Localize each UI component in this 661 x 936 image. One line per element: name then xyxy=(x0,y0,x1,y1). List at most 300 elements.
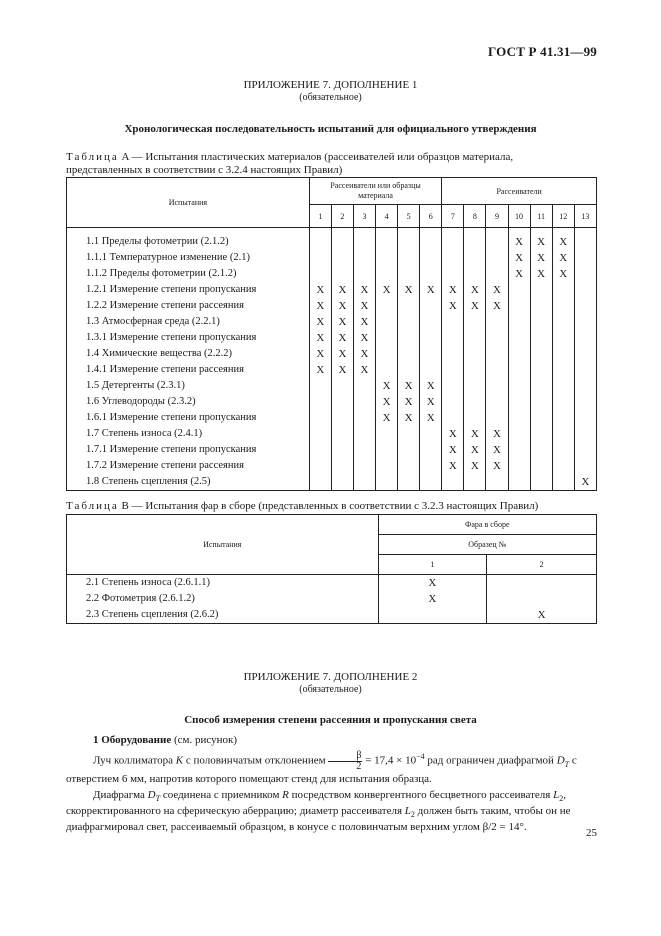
test-mark: X xyxy=(376,282,398,298)
test-mark xyxy=(574,330,596,346)
test-mark xyxy=(508,474,530,491)
test-mark xyxy=(530,458,552,474)
p2-line2-symbol-l: L xyxy=(404,805,411,818)
test-mark xyxy=(376,474,398,491)
test-mark xyxy=(574,378,596,394)
test-mark xyxy=(376,298,398,314)
test-label: 1.2.2 Измерение степени рассеяния xyxy=(67,298,310,314)
test-mark: X xyxy=(552,266,574,282)
table-row xyxy=(67,250,597,266)
tableA-col-number: 11 xyxy=(530,205,552,228)
tableA-col-number: 1 xyxy=(309,205,331,228)
test-mark xyxy=(486,266,508,282)
test-mark xyxy=(530,442,552,458)
test-mark xyxy=(508,298,530,314)
test-mark xyxy=(530,330,552,346)
test-label: 1.1 Пределы фотометрии (2.1.2) xyxy=(67,234,310,250)
test-mark xyxy=(464,394,486,410)
test-mark xyxy=(486,330,508,346)
p1-text-b: с половинчатым отклонением xyxy=(185,754,326,767)
test-mark xyxy=(508,330,530,346)
p2-line3: диафрагмировал свет, рассеиваемый образцом, в конусе с половинчатым верхним углом β/2 = 14°. xyxy=(66,821,527,834)
test-mark: X xyxy=(464,282,486,298)
test-mark: X xyxy=(442,298,464,314)
p1-symbol-d-sub: T xyxy=(564,759,570,769)
test-mark xyxy=(530,298,552,314)
test-mark: X xyxy=(378,575,487,592)
test-mark: X xyxy=(331,298,353,314)
tableA-col-number: 7 xyxy=(442,205,464,228)
tableB-caption-text: B — Испытания фар в сборе (представленных в соответствии с 3.2.3 настоящих Правил) xyxy=(121,500,539,512)
test-mark: X xyxy=(398,410,420,426)
test-mark xyxy=(464,346,486,362)
test-mark: X xyxy=(486,426,508,442)
test-mark xyxy=(331,458,353,474)
test-mark xyxy=(552,426,574,442)
test-mark xyxy=(464,410,486,426)
test-mark xyxy=(574,442,596,458)
test-mark xyxy=(309,474,331,491)
appendix2-note: (обязательное) xyxy=(299,684,362,695)
test-mark xyxy=(464,378,486,394)
test-mark xyxy=(420,298,442,314)
tableA-col-number: 6 xyxy=(420,205,442,228)
test-mark xyxy=(486,346,508,362)
tableA-caption-line2: представленных в соответствии с 3.2.4 настоящих Правил) xyxy=(66,164,343,176)
test-mark xyxy=(486,362,508,378)
test-mark xyxy=(486,378,508,394)
test-mark xyxy=(530,378,552,394)
section-heading xyxy=(93,734,237,746)
table-row xyxy=(67,607,597,624)
test-mark xyxy=(353,426,375,442)
table-b xyxy=(66,514,597,624)
test-mark xyxy=(552,458,574,474)
test-mark xyxy=(574,314,596,330)
test-mark xyxy=(464,474,486,491)
test-mark xyxy=(442,234,464,250)
p2-line2-symbol-l-sub: 2 xyxy=(410,810,415,820)
test-mark: X xyxy=(552,234,574,250)
test-label: 1.2.1 Измерение степени пропускания xyxy=(67,282,310,298)
test-mark xyxy=(309,442,331,458)
test-mark: X xyxy=(420,282,442,298)
test-mark xyxy=(487,591,597,607)
test-mark: X xyxy=(530,250,552,266)
test-mark xyxy=(376,314,398,330)
test-label: 1.1.1 Температурное изменение (2.1) xyxy=(67,250,310,266)
test-mark xyxy=(574,426,596,442)
test-mark: X xyxy=(378,591,487,607)
table-row xyxy=(67,575,597,592)
p2-text-b: соединена с приемником xyxy=(162,789,280,801)
test-mark xyxy=(508,378,530,394)
test-mark xyxy=(420,330,442,346)
test-mark xyxy=(420,474,442,491)
test-mark xyxy=(508,346,530,362)
test-mark xyxy=(442,314,464,330)
test-mark: X xyxy=(508,234,530,250)
test-label: 1.7 Степень износа (2.4.1) xyxy=(67,426,310,442)
page-number: 25 xyxy=(586,827,597,839)
test-mark xyxy=(376,362,398,378)
test-mark: X xyxy=(464,426,486,442)
test-label: 1.3 Атмосферная среда (2.2.1) xyxy=(67,314,310,330)
test-mark xyxy=(552,442,574,458)
test-mark: X xyxy=(353,346,375,362)
test-mark xyxy=(442,474,464,491)
test-mark xyxy=(574,250,596,266)
test-label: 1.8 Степень сцепления (2.5) xyxy=(67,474,310,491)
test-mark: X xyxy=(331,314,353,330)
test-mark xyxy=(376,266,398,282)
test-mark xyxy=(420,442,442,458)
test-mark: X xyxy=(331,330,353,346)
test-mark: X xyxy=(309,330,331,346)
test-mark xyxy=(398,266,420,282)
tableA-col-number: 13 xyxy=(574,205,596,228)
section-note: (см. рисунок) xyxy=(173,734,238,746)
test-mark xyxy=(508,410,530,426)
p1-text-e: с xyxy=(571,754,577,767)
test-mark xyxy=(530,314,552,330)
test-mark xyxy=(376,442,398,458)
fraction-denominator: 2 xyxy=(356,760,362,772)
p2-text-a: Диафрагма xyxy=(93,789,145,801)
test-mark xyxy=(552,314,574,330)
test-mark xyxy=(376,234,398,250)
test-mark xyxy=(464,362,486,378)
test-mark xyxy=(331,442,353,458)
test-mark xyxy=(486,250,508,266)
tableA-col-number: 4 xyxy=(376,205,398,228)
test-mark xyxy=(376,330,398,346)
test-mark: X xyxy=(353,362,375,378)
table-row xyxy=(67,266,597,282)
test-label: 2.1 Степень износа (2.6.1.1) xyxy=(67,575,379,592)
test-mark: X xyxy=(486,298,508,314)
test-mark xyxy=(420,458,442,474)
test-mark xyxy=(378,607,487,624)
appendix2-heading: Способ измерения степени рассеяния и пропускания света xyxy=(184,714,477,726)
test-mark xyxy=(309,266,331,282)
test-mark: X xyxy=(530,234,552,250)
p2-text-c: посредством конвергентного бесцветного рассеивателя xyxy=(291,789,551,801)
test-mark xyxy=(574,346,596,362)
test-mark: X xyxy=(353,298,375,314)
test-mark xyxy=(530,394,552,410)
table-row xyxy=(67,410,597,426)
test-mark xyxy=(353,394,375,410)
tableA-col-number: 5 xyxy=(398,205,420,228)
test-mark xyxy=(309,234,331,250)
table-row xyxy=(67,346,597,362)
test-mark xyxy=(508,282,530,298)
test-label: 1.7.1 Измерение степени пропускания xyxy=(67,442,310,458)
test-mark: X xyxy=(309,346,331,362)
test-mark xyxy=(353,442,375,458)
test-mark xyxy=(442,346,464,362)
test-mark: X xyxy=(398,394,420,410)
test-mark xyxy=(487,575,597,592)
p1-symbol-d: D xyxy=(556,754,565,767)
p2-symbol-l-sub: 2 xyxy=(559,794,564,804)
tableA-col-number: 3 xyxy=(353,205,375,228)
test-mark xyxy=(508,426,530,442)
table-row xyxy=(67,314,597,330)
test-mark xyxy=(530,426,552,442)
test-mark xyxy=(552,474,574,491)
test-mark xyxy=(442,330,464,346)
appendix1-heading: Хронологическая последовательность испытаний для официального утверждения xyxy=(124,123,537,135)
test-mark: X xyxy=(464,298,486,314)
test-mark xyxy=(398,298,420,314)
tableA-group1-header: Рассеиватели или образцы материала xyxy=(309,178,441,205)
test-mark: X xyxy=(331,362,353,378)
test-mark xyxy=(530,362,552,378)
p1-text-c: = 17,4 × 10 xyxy=(365,754,417,767)
test-mark xyxy=(442,250,464,266)
test-mark xyxy=(398,474,420,491)
test-mark xyxy=(376,426,398,442)
p2-line2-b: должен быть таким, чтобы он не xyxy=(417,805,571,818)
test-mark xyxy=(420,314,442,330)
test-mark xyxy=(442,266,464,282)
test-mark xyxy=(574,234,596,250)
test-mark xyxy=(442,378,464,394)
test-mark xyxy=(464,250,486,266)
test-mark xyxy=(442,362,464,378)
p1-text-a: Луч коллиматора xyxy=(93,754,174,767)
test-mark xyxy=(508,442,530,458)
paragraph-2: Диафрагма $D_T$ соединена с приемником R посредством конвергентного бесцветного рассеивателя $L_2$, скорректированного на сферическую аберрацию; диаметр рассеивателя $L_2$ должен быть таким, чтобы он не диафрагмировал свет, рассеиваемый образцом, в конусе с половинчатым верхним углом β/2 = 14°. xyxy=(66,789,597,834)
test-mark xyxy=(574,410,596,426)
test-mark xyxy=(398,330,420,346)
test-mark xyxy=(398,362,420,378)
test-mark xyxy=(574,266,596,282)
p1-text-d: рад ограничен диафрагмой xyxy=(427,754,554,767)
test-mark xyxy=(309,250,331,266)
table-row xyxy=(67,234,597,250)
test-mark xyxy=(530,474,552,491)
test-mark: X xyxy=(442,426,464,442)
test-mark xyxy=(353,474,375,491)
test-label: 1.6 Углеводороды (2.3.2) xyxy=(67,394,310,410)
tableB-caption-label: Таблица xyxy=(66,500,119,512)
test-mark xyxy=(376,458,398,474)
test-mark xyxy=(574,394,596,410)
test-mark: X xyxy=(331,346,353,362)
test-mark xyxy=(508,394,530,410)
appendix1-note: (обязательное) xyxy=(299,92,362,103)
table-row xyxy=(67,362,597,378)
test-mark xyxy=(530,410,552,426)
test-mark xyxy=(331,266,353,282)
test-mark: X xyxy=(353,282,375,298)
test-mark xyxy=(420,426,442,442)
test-mark: X xyxy=(353,330,375,346)
beta-half-fraction xyxy=(328,751,362,772)
paragraph-1 xyxy=(66,750,597,786)
test-label: 1.7.2 Измерение степени рассеяния xyxy=(67,458,310,474)
test-mark xyxy=(398,458,420,474)
test-mark xyxy=(508,314,530,330)
test-mark: X xyxy=(508,250,530,266)
test-mark: X xyxy=(353,314,375,330)
test-mark xyxy=(486,474,508,491)
table-row xyxy=(67,394,597,410)
test-label: 1.5 Детергенты (2.3.1) xyxy=(67,378,310,394)
p1-exponent: −4 xyxy=(416,752,425,761)
test-mark: X xyxy=(398,282,420,298)
table-a xyxy=(66,177,597,491)
tableA-col-number: 9 xyxy=(486,205,508,228)
test-mark xyxy=(398,346,420,362)
test-mark xyxy=(486,394,508,410)
p2-line2-a: скорректированного на сферическую аберрацию; диаметр рассеивателя xyxy=(66,805,403,818)
test-mark: X xyxy=(376,394,398,410)
test-mark xyxy=(530,346,552,362)
table-row xyxy=(67,426,597,442)
test-mark xyxy=(420,234,442,250)
test-mark: X xyxy=(331,282,353,298)
table-row xyxy=(67,458,597,474)
p1-line2: отверстием 6 мм, напротив которого помещают стенд для испытания образца. xyxy=(66,772,432,785)
test-mark xyxy=(552,362,574,378)
test-mark xyxy=(309,394,331,410)
section-number: 1 xyxy=(93,734,99,746)
test-mark xyxy=(353,234,375,250)
test-mark xyxy=(464,330,486,346)
test-label: 2.3 Степень сцепления (2.6.2) xyxy=(67,607,379,624)
test-label: 1.4.1 Измерение степени рассеяния xyxy=(67,362,310,378)
tableA-caption xyxy=(66,151,606,177)
test-mark xyxy=(353,266,375,282)
test-mark: X xyxy=(442,282,464,298)
test-mark xyxy=(331,394,353,410)
tableB-sample-header: Образец № xyxy=(378,535,596,555)
p2-symbol-d: D xyxy=(147,789,156,801)
test-mark xyxy=(574,282,596,298)
table-row xyxy=(67,591,597,607)
test-mark xyxy=(398,426,420,442)
test-mark xyxy=(552,394,574,410)
test-mark xyxy=(442,410,464,426)
test-mark xyxy=(552,330,574,346)
table-row xyxy=(67,442,597,458)
tableA-col-tests: Испытания xyxy=(67,178,310,228)
test-mark xyxy=(331,250,353,266)
test-label: 2.2 Фотометрия (2.6.1.2) xyxy=(67,591,379,607)
tableB-caption xyxy=(66,500,606,513)
table-row xyxy=(67,330,597,346)
appendix1-title: ПРИЛОЖЕНИЕ 7. ДОПОЛНЕНИЕ 1 xyxy=(243,79,418,91)
test-mark xyxy=(508,458,530,474)
test-mark xyxy=(398,314,420,330)
test-mark: X xyxy=(442,458,464,474)
test-mark xyxy=(398,442,420,458)
test-mark: X xyxy=(309,282,331,298)
test-mark xyxy=(552,378,574,394)
tableA-col-number: 8 xyxy=(464,205,486,228)
p2-symbol-r: R xyxy=(282,789,289,801)
test-mark xyxy=(309,378,331,394)
test-mark xyxy=(552,298,574,314)
tableB-col-tests: Испытания xyxy=(67,515,379,575)
table-row xyxy=(67,298,597,314)
section-title: Оборудование xyxy=(101,734,172,746)
test-mark xyxy=(398,234,420,250)
test-mark: X xyxy=(464,458,486,474)
test-mark: X xyxy=(398,378,420,394)
tableA-caption-text: A — Испытания пластических материалов (рассеивателей или образцов материала, xyxy=(121,151,514,163)
table-row xyxy=(67,474,597,491)
test-mark xyxy=(486,314,508,330)
test-mark xyxy=(331,378,353,394)
test-mark xyxy=(552,346,574,362)
test-mark: X xyxy=(530,266,552,282)
test-mark: X xyxy=(309,314,331,330)
tableA-caption-label: Таблица xyxy=(66,151,119,163)
test-mark xyxy=(309,426,331,442)
test-mark xyxy=(420,266,442,282)
tableB-col-number: 1 xyxy=(378,555,487,575)
test-mark: X xyxy=(486,458,508,474)
test-mark xyxy=(331,474,353,491)
standard-number: ГОСТ Р 41.31—99 xyxy=(488,44,597,59)
test-mark: X xyxy=(309,298,331,314)
test-mark xyxy=(486,234,508,250)
test-mark xyxy=(552,282,574,298)
test-mark xyxy=(442,394,464,410)
test-mark: X xyxy=(574,474,596,491)
test-mark: X xyxy=(376,378,398,394)
table-row xyxy=(67,378,597,394)
test-mark xyxy=(552,410,574,426)
test-mark xyxy=(574,458,596,474)
test-mark xyxy=(420,250,442,266)
test-mark xyxy=(331,234,353,250)
test-mark: X xyxy=(442,442,464,458)
test-mark: X xyxy=(552,250,574,266)
tableA-group2-header: Рассеиватели xyxy=(442,178,597,205)
test-mark xyxy=(331,426,353,442)
tableA-col-number: 2 xyxy=(331,205,353,228)
test-mark xyxy=(353,250,375,266)
test-mark: X xyxy=(376,410,398,426)
test-label: 1.1.2 Пределы фотометрии (2.1.2) xyxy=(67,266,310,282)
test-mark xyxy=(574,298,596,314)
test-mark: X xyxy=(420,410,442,426)
test-mark xyxy=(420,346,442,362)
test-mark xyxy=(331,410,353,426)
test-mark xyxy=(376,250,398,266)
test-mark: X xyxy=(486,282,508,298)
test-mark xyxy=(353,378,375,394)
test-mark xyxy=(574,362,596,378)
test-mark: X xyxy=(464,442,486,458)
p2-symbol-d-sub: T xyxy=(155,794,161,804)
test-mark: X xyxy=(487,607,597,624)
test-mark xyxy=(530,282,552,298)
fraction-numerator: β xyxy=(328,751,362,762)
test-mark: X xyxy=(508,266,530,282)
p1-symbol-k: K xyxy=(175,754,184,767)
test-mark xyxy=(486,410,508,426)
test-mark xyxy=(376,346,398,362)
test-mark xyxy=(309,410,331,426)
test-mark xyxy=(353,410,375,426)
